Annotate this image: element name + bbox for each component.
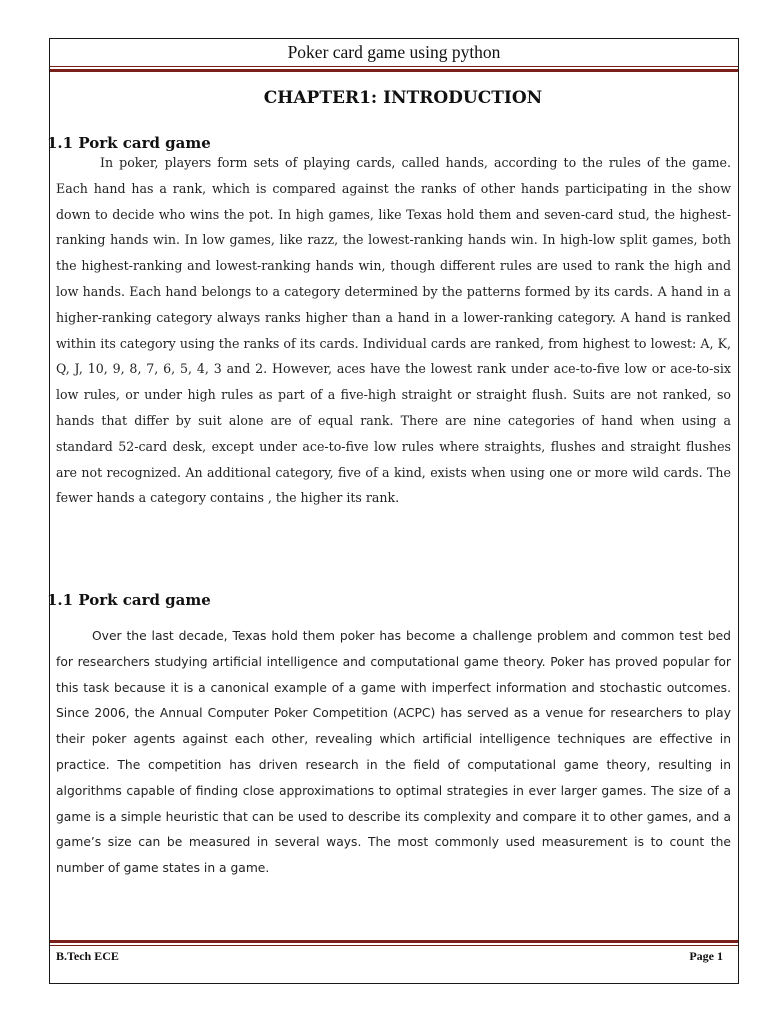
footer-rule-thick bbox=[50, 940, 738, 943]
footer-page-number: Page 1 bbox=[689, 949, 723, 963]
section-heading-2: 1.1 Pork card game bbox=[47, 591, 211, 609]
section-heading-1: 1.1 Pork card game bbox=[47, 134, 211, 152]
footer-rule-thin bbox=[50, 945, 738, 946]
section-paragraph-1: In poker, players form sets of playing cards, called hands, according to the rules of the game. Each hand has a rank, which is compared against the ranks of other hands participating in the show down to decide who wins the pot. In high games, like Texas hold them and seven-card stud, the highest-ranking hands win. In low games, like razz, the lowest-ranking hands win. In high-low split games, both the highest-ranking and lowest-ranking hands win, though different rules are used to rank the high and low hands. Each hand belongs to a category determined by the patterns formed by its cards. A hand in a higher-ranking category always ranks higher than a hand in a lower-ranking category. A hand is ranked within its category using the ranks of its cards. Individual cards are ranked, from highest to lowest: A, K, Q, J, 10, 9, 8, 7, 6, 5, 4, 3 and 2. However, aces have the lowest rank under ace-to-five low or ace-to-six low rules, or under high rules as part of a five-high straight or straight flush. Suits are not ranked, so hands that differ by suit alone are of equal rank. There are nine categories of hand when using a standard 52-card desk, except under ace-to-five low rules where straights, flushes and straight flushes are not recognized. An additional category, five of a kind, exists when using one or more wild cards. The fewer hands a category contains , the higher its rank. bbox=[56, 155, 731, 506]
header-title: Poker card game using python bbox=[287, 42, 501, 62]
header-rule-thin bbox=[50, 66, 738, 67]
header-rule-thick bbox=[50, 69, 738, 72]
chapter-heading: CHAPTER1: INTRODUCTION bbox=[263, 88, 543, 108]
footer-course-label: B.Tech ECE bbox=[56, 949, 119, 963]
section-paragraph-2: Over the last decade, Texas hold them poker has become a challenge problem and common test bed for researchers studying artificial intelligence and computational game theory. Poker has proved popular for this task because it is a canonical example of a game with imperfect information and stochastic outcomes. Since 2006, the Annual Computer Poker Competition (ACPC) has served as a venue for researchers to play their poker agents against each other, revealing which artificial intelligence techniques are effective in practice. The competition has driven research in the field of computational game theory, resulting in algorithms capable of finding close approximations to optimal strategies in ever larger games. The size of a game is a simple heuristic that can be used to describe its complexity and compare it to other games, and a game’s size can be measured in several ways. The most commonly used measurement is to count the number of game states in a game. bbox=[56, 629, 731, 876]
